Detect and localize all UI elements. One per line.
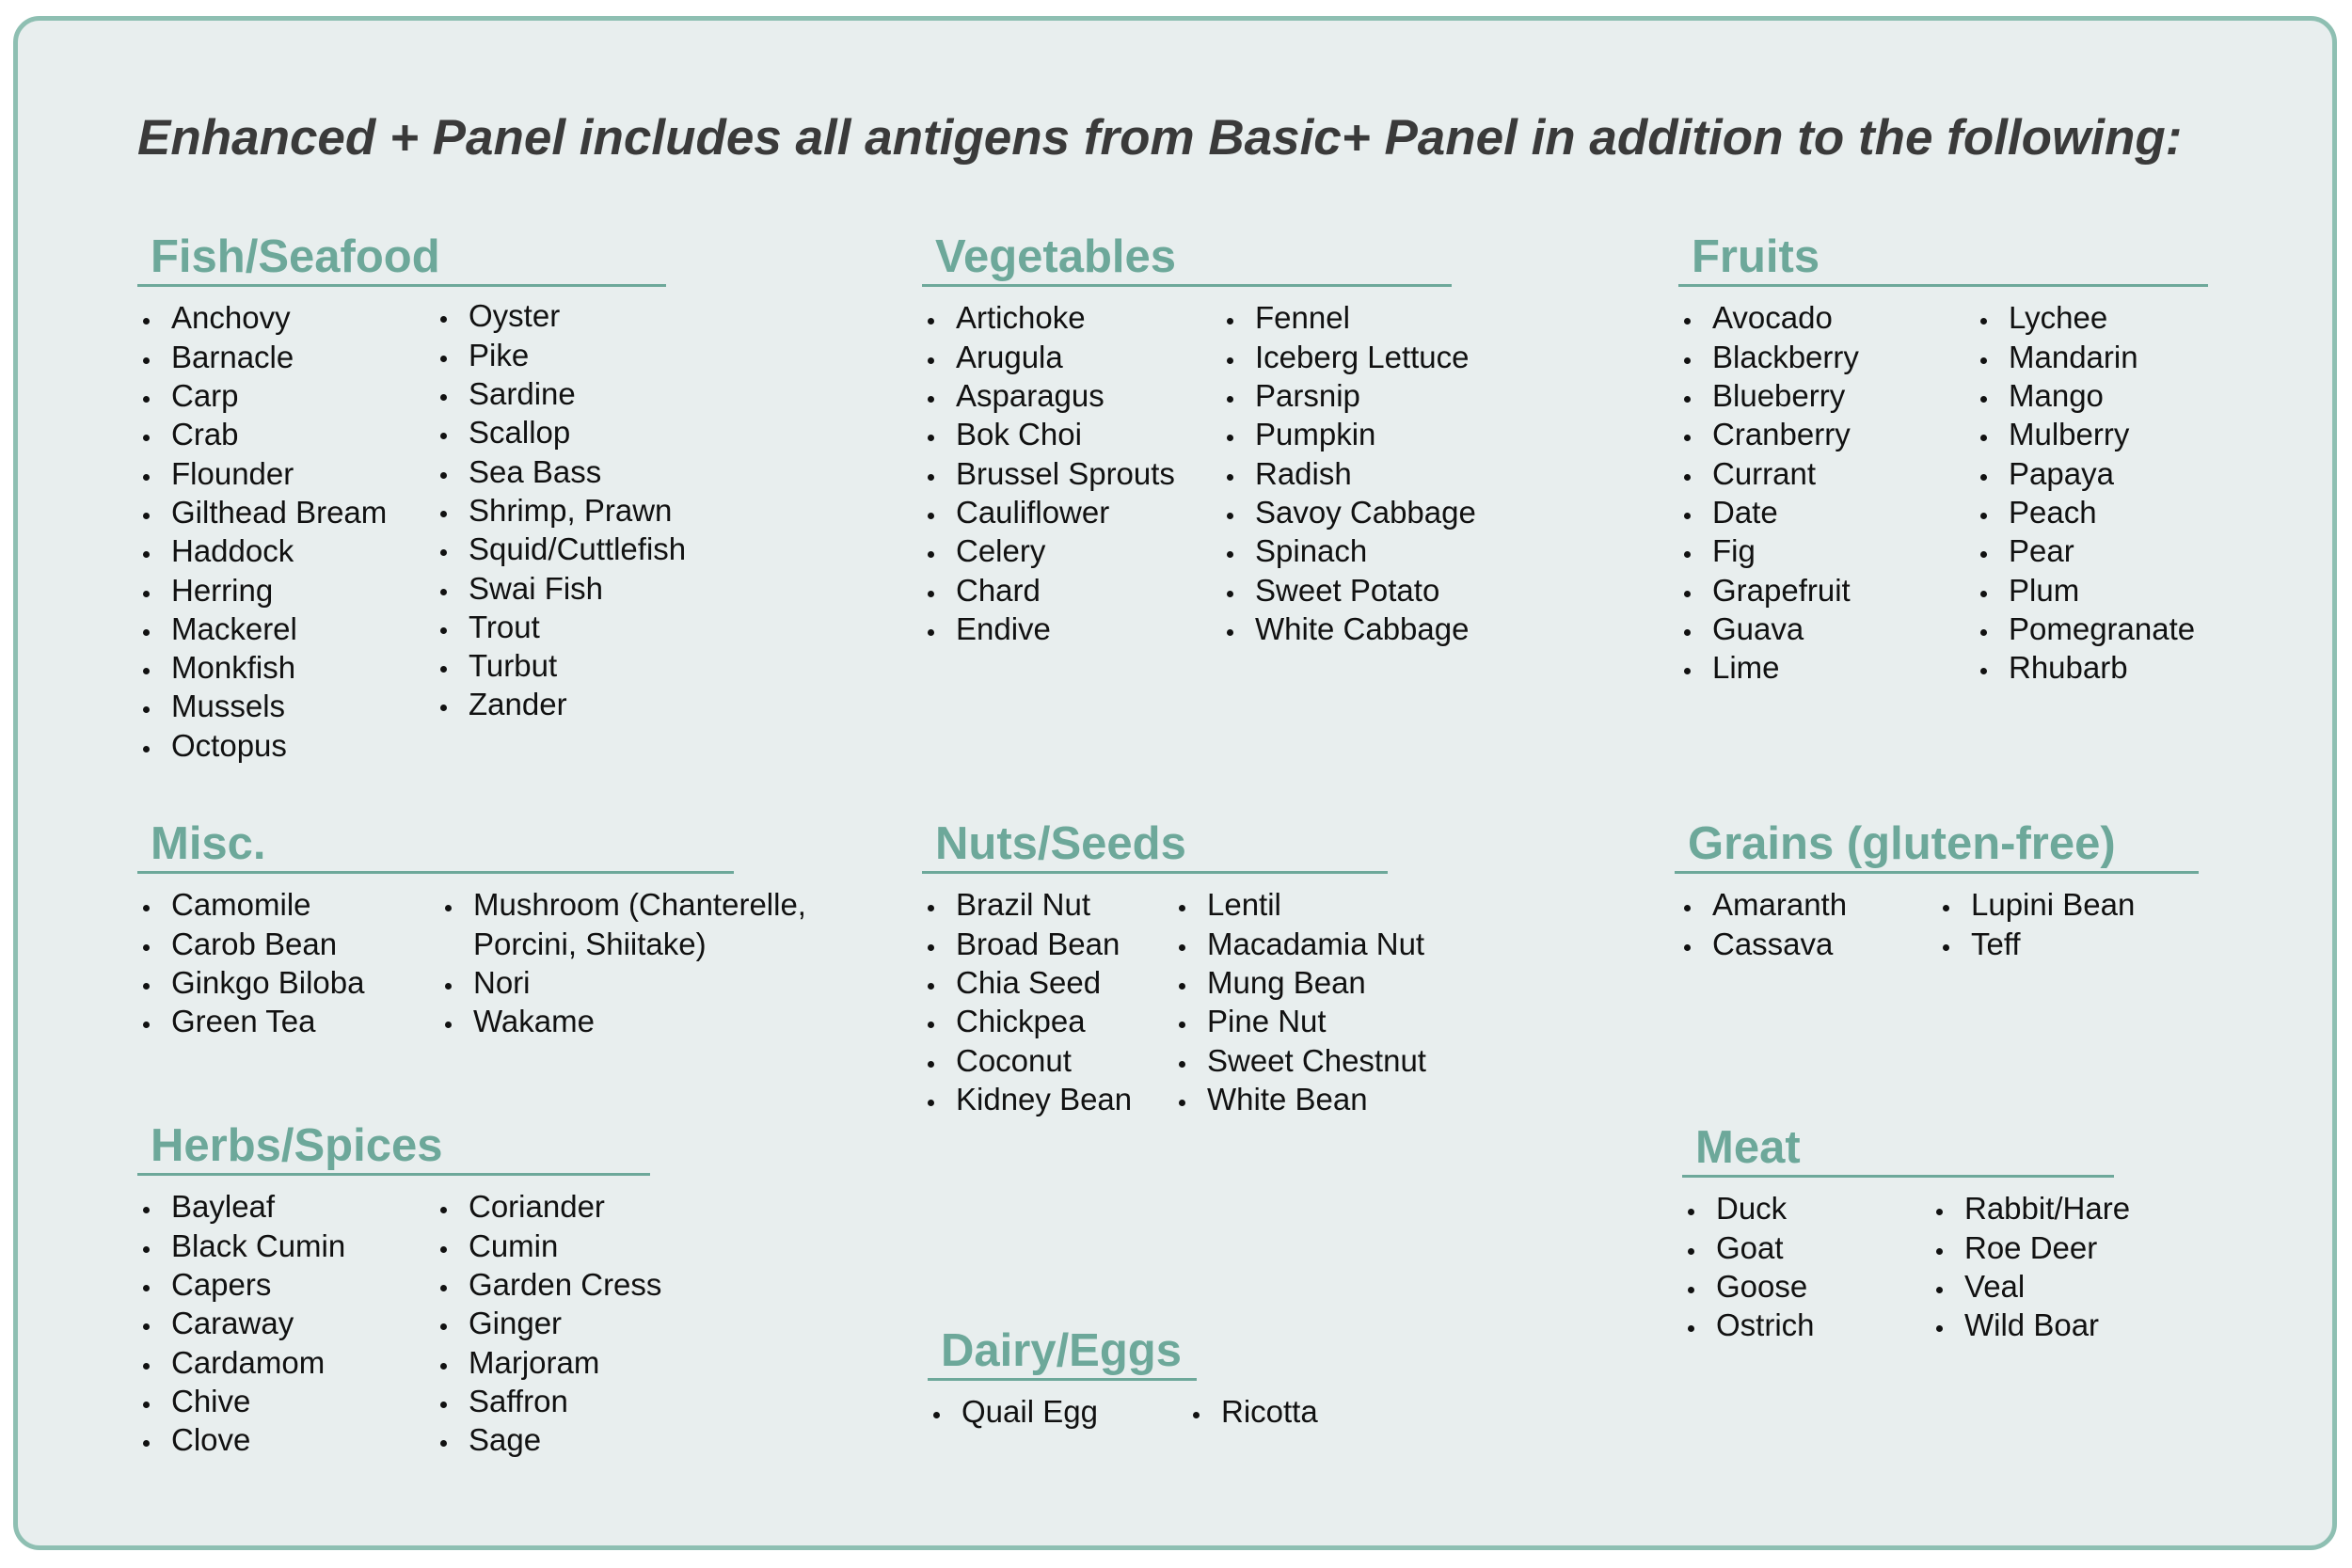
list-item: Coconut: [922, 1041, 1132, 1080]
list-item: Brussel Sprouts: [922, 454, 1175, 493]
list-item: Carp: [137, 376, 387, 415]
item-list: [137, 885, 364, 1040]
list-item: Goose: [1682, 1267, 1815, 1306]
list-item: Caraway: [137, 1304, 345, 1342]
section-title: Fish/Seafood: [137, 233, 666, 287]
section-nuts-seeds: [922, 818, 1426, 1117]
list-item: Peach: [1975, 493, 2195, 531]
list-item: Chard: [922, 571, 1175, 610]
item-list: [435, 1187, 661, 1459]
list-item: Flounder: [137, 454, 387, 493]
list-item: Parsnip: [1221, 376, 1476, 415]
list-item: Octopus: [137, 726, 387, 765]
list-item: Ginkgo Biloba: [137, 963, 364, 1002]
section-title: Nuts/Seeds: [922, 820, 1388, 874]
item-list: [137, 298, 387, 765]
list-item: Scallop: [435, 413, 686, 451]
list-item: Currant: [1678, 454, 1859, 493]
list-item: Pike: [435, 336, 686, 374]
list-item: Coriander: [435, 1187, 661, 1226]
item-list: [1678, 298, 1859, 687]
section-title: Meat: [1682, 1124, 2114, 1178]
section-title: Misc.: [137, 820, 734, 874]
item-list: [922, 885, 1132, 1118]
list-item: Sweet Potato: [1221, 571, 1476, 610]
list-item: Camomile: [137, 885, 364, 924]
list-item: White Cabbage: [1221, 610, 1476, 648]
list-item: Sardine: [435, 374, 686, 413]
list-item: Pine Nut: [1173, 1002, 1426, 1040]
list-item: Cardamom: [137, 1343, 345, 1382]
list-item: Rabbit/Hare: [1931, 1189, 2130, 1227]
list-item: Fig: [1678, 531, 1859, 570]
section-dairy-eggs: [928, 1325, 1318, 1430]
list-item: Goat: [1682, 1228, 1815, 1267]
list-item: Blackberry: [1678, 338, 1859, 376]
list-item: Cumin: [435, 1227, 661, 1265]
item-list: [1975, 298, 2195, 687]
list-item: Marjoram: [435, 1343, 661, 1382]
list-item: Capers: [137, 1265, 345, 1304]
list-item: Zander: [435, 685, 686, 723]
item-list: [1187, 1392, 1318, 1431]
list-item: Saffron: [435, 1382, 661, 1420]
item-list: [1173, 885, 1426, 1118]
list-item: Squid/Cuttlefish: [435, 530, 686, 568]
list-item: Avocado: [1678, 298, 1859, 337]
section-title: Fruits: [1678, 233, 2208, 287]
section-title: Herbs/Spices: [137, 1122, 650, 1176]
list-item: Fennel: [1221, 298, 1476, 337]
list-item: Chickpea: [922, 1002, 1132, 1040]
list-item: Plum: [1975, 571, 2195, 610]
list-item: Herring: [137, 571, 387, 610]
list-item: Gilthead Bream: [137, 493, 387, 531]
list-item: Haddock: [137, 531, 387, 570]
section-title: Dairy/Eggs: [928, 1327, 1197, 1381]
list-item: Cranberry: [1678, 415, 1859, 453]
list-item: Bayleaf: [137, 1187, 345, 1226]
list-item: Bok Choi: [922, 415, 1175, 453]
section-title: Grains (gluten-free): [1675, 820, 2199, 874]
item-list: [1931, 1189, 2130, 1344]
list-item: Mushroom (Chanterelle, Porcini, Shiitake): [439, 885, 868, 963]
list-item: Pomegranate: [1975, 610, 2195, 648]
list-item: Wild Boar: [1931, 1306, 2130, 1344]
list-item: Pear: [1975, 531, 2195, 570]
section-fish-seafood: [137, 231, 687, 763]
item-list: [1221, 298, 1476, 648]
list-item: Clove: [137, 1420, 345, 1459]
section-misc: [137, 818, 806, 1039]
list-item: Kidney Bean: [922, 1080, 1132, 1118]
list-item: Arugula: [922, 338, 1175, 376]
list-item: Sea Bass: [435, 452, 686, 491]
list-item: Cauliflower: [922, 493, 1175, 531]
list-item: Carob Bean: [137, 925, 364, 963]
list-item: Date: [1678, 493, 1859, 531]
list-item: Lupini Bean: [1937, 885, 2135, 924]
list-item: Celery: [922, 531, 1175, 570]
list-item: Artichoke: [922, 298, 1175, 337]
item-list: [439, 885, 868, 1040]
list-item: Chia Seed: [922, 963, 1132, 1002]
list-item: Barnacle: [137, 338, 387, 376]
list-item: Duck: [1682, 1189, 1815, 1227]
list-item: White Bean: [1173, 1080, 1426, 1118]
list-item: Mandarin: [1975, 338, 2195, 376]
list-item: Oyster: [435, 296, 686, 335]
list-item: Black Cumin: [137, 1227, 345, 1265]
list-item: Sweet Chestnut: [1173, 1041, 1426, 1080]
list-item: Grapefruit: [1678, 571, 1859, 610]
section-title: Vegetables: [922, 233, 1452, 287]
list-item: Ostrich: [1682, 1306, 1815, 1344]
list-item: Green Tea: [137, 1002, 364, 1040]
list-item: Veal: [1931, 1267, 2130, 1306]
list-item: Macadamia Nut: [1173, 925, 1426, 963]
list-item: Lychee: [1975, 298, 2195, 337]
list-item: Mung Bean: [1173, 963, 1426, 1002]
section-grains: [1675, 818, 2199, 961]
list-item: Anchovy: [137, 298, 387, 337]
list-item: Papaya: [1975, 454, 2195, 493]
list-item: Endive: [922, 610, 1175, 648]
item-list: [928, 1392, 1098, 1431]
list-item: Turbut: [435, 646, 686, 685]
list-item: Sage: [435, 1420, 661, 1459]
list-item: Pumpkin: [1221, 415, 1476, 453]
list-item: Iceberg Lettuce: [1221, 338, 1476, 376]
list-item: Amaranth: [1678, 885, 1847, 924]
list-item: Monkfish: [137, 648, 387, 687]
list-item: Mulberry: [1975, 415, 2195, 453]
list-item: Quail Egg: [928, 1392, 1098, 1431]
list-item: Shrimp, Prawn: [435, 491, 686, 530]
item-list: [1678, 885, 1847, 963]
list-item: Swai Fish: [435, 569, 686, 608]
item-list: [1937, 885, 2135, 963]
section-meat: [1682, 1122, 2131, 1343]
list-item: Mango: [1975, 376, 2195, 415]
list-item: Trout: [435, 608, 686, 646]
list-item: Rhubarb: [1975, 648, 2195, 687]
section-herbs-spices: [137, 1120, 662, 1458]
list-item: Nori: [439, 963, 868, 1002]
item-list: [137, 1187, 345, 1459]
list-item: Mussels: [137, 687, 387, 725]
list-item: Roe Deer: [1931, 1228, 2130, 1267]
list-item: Wakame: [439, 1002, 868, 1040]
list-item: Broad Bean: [922, 925, 1132, 963]
item-list: [1682, 1189, 1815, 1344]
list-item: Spinach: [1221, 531, 1476, 570]
list-item: Asparagus: [922, 376, 1175, 415]
list-item: Crab: [137, 415, 387, 453]
list-item: Cassava: [1678, 925, 1847, 963]
item-list: [922, 298, 1175, 648]
list-item: Brazil Nut: [922, 885, 1132, 924]
list-item: Blueberry: [1678, 376, 1859, 415]
page-headline: Enhanced + Panel includes all antigens from Basic+ Panel in addition to the following:: [137, 110, 2183, 166]
list-item: Radish: [1221, 454, 1476, 493]
list-item: Garden Cress: [435, 1265, 661, 1304]
item-list: [435, 296, 686, 723]
section-vegetables: [922, 231, 1476, 646]
section-fruits: [1678, 231, 2208, 686]
list-item: Mackerel: [137, 610, 387, 648]
list-item: Lentil: [1173, 885, 1426, 924]
list-item: Guava: [1678, 610, 1859, 648]
list-item: Teff: [1937, 925, 2135, 963]
list-item: Ricotta: [1187, 1392, 1318, 1431]
list-item: Savoy Cabbage: [1221, 493, 1476, 531]
list-item: Lime: [1678, 648, 1859, 687]
list-item: Chive: [137, 1382, 345, 1420]
list-item: Ginger: [435, 1304, 661, 1342]
